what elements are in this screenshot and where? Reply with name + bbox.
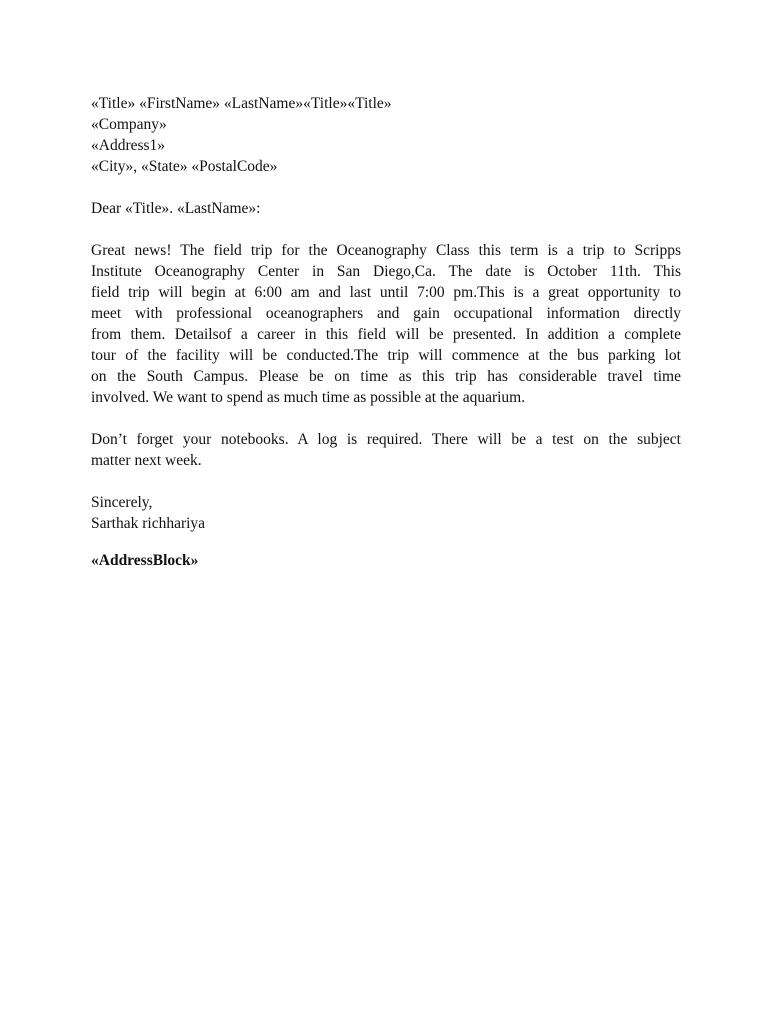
paragraph-1-line: meet with professional oceanographers and gain occupational information directly [91, 305, 681, 322]
recipient-company: «Company» [91, 116, 167, 133]
paragraph-1-line: from them. Detailsof a career in this field will be presented. In addition a complete [91, 326, 681, 343]
recipient-name-line: «Title» «FirstName» «LastName»«Title»«Title» [91, 95, 392, 112]
recipient-city-state-zip: «City», «State» «PostalCode» [91, 158, 278, 175]
paragraph-1-line: tour of the facility will be conducted.The trip will commence at the bus parking lot [91, 347, 681, 364]
signer-name: Sarthak richhariya [91, 515, 206, 532]
address-block-merge-field: «AddressBlock» [91, 552, 199, 569]
valediction: Sincerely, [91, 494, 153, 511]
paragraph-1-line: Institute Oceanography Center in San Diego,Ca. The date is October 11th. This [91, 263, 681, 280]
paragraph-2-line: Don’t forget your notebooks. A log is required. There will be a test on the subject [91, 431, 681, 448]
letter-body [91, 93, 681, 571]
body-paragraph-2 [91, 429, 681, 471]
body-paragraph-1 [91, 240, 681, 408]
recipient-address: «Address1» [91, 137, 166, 154]
closing-block [91, 492, 681, 534]
salutation: Dear «Title». «LastName»: [91, 200, 261, 217]
paragraph-1-line: Great news! The field trip for the Oceanography Class this term is a trip to Scripps [91, 242, 681, 259]
paragraph-1-line: involved. We want to spend as much time as possible at the aquarium. [91, 389, 526, 406]
recipient-address-block [91, 93, 681, 177]
paragraph-1-line: on the South Campus. Please be on time as this trip has considerable travel time [91, 368, 681, 385]
paragraph-1-line: field trip will begin at 6:00 am and last until 7:00 pm.This is a great opportunity to [91, 284, 681, 301]
paragraph-2-line: matter next week. [91, 452, 202, 469]
